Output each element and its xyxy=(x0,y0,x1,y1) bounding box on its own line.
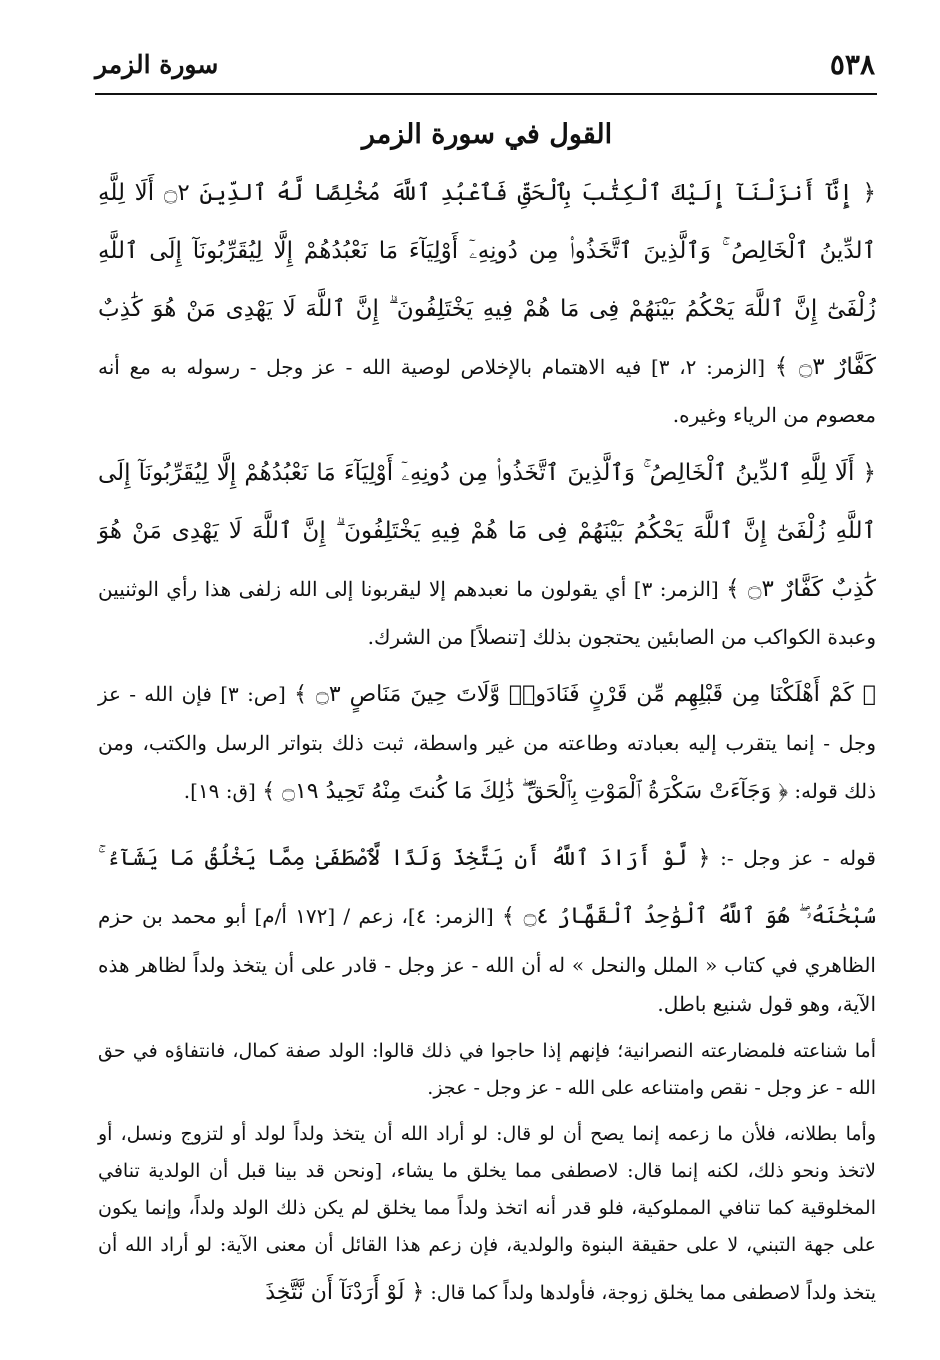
paragraph-4 xyxy=(98,830,876,1024)
commentary-text: [الزمر: ٤]، زعم / [١٧٢ أ/م] أبو محمد بن حزم الظاهري في كتاب « الملل والنحل » له أن الله - عز وجل - قادر على أن يتخذ ولداً لظاهر هذه الآية، وهو قول شنيع باطل. xyxy=(98,904,876,1016)
paragraph-3 xyxy=(98,666,876,821)
commentary-text: وأما بطلانه، فلأن ما زعمه إنما يصح أن لو قال: لو أراد الله أن يتخذ ولداً لولد أو لتزوج ونسل، أو لاتخذ ونحو ذلك، لكنه إنما قال: لاصطفى مما يخلق ما يشاء، [ونحن قد بينا قبل أن الولدية تنافي المخلوقية كما تنافي المملوكية، فلو قدر أنه اتخذ ولداً مما يخلق لم يكن ذلك الولد ولداً، وإنما يكون على جهة التبني، لا على حقيقة البنوة والولدية، فإن زعم هذا القائل أن معنى الآية: لو أراد الله أن يتخذ ولداً لاصطفى مما يخلق زوجة، فأولدها ولداً كما قال: xyxy=(98,1123,876,1304)
running-title: سورة الزمر xyxy=(95,50,219,79)
quran-verse-2: ﴿ وَجَآءَتْ سَكْرَةُ ٱلْمَوْتِ بِٱلْحَقِّ ۖ ذَٰلِكَ مَا كُنتَ مِنْهُ تَحِيدُ ۝١٩ ﴾ xyxy=(262,779,788,804)
paragraph-2 xyxy=(98,444,876,657)
quran-verse: ﴿ لَوْ أَرَدْنَآ أَن نَّتَّخِذَ xyxy=(265,1280,425,1305)
paragraph-1 xyxy=(98,164,876,435)
header-divider xyxy=(95,93,877,95)
paragraph-6 xyxy=(98,1116,876,1322)
commentary-text: [ص: ٣] فإن الله - عز وجل - إنما يتقرب إليه بعبادته وطاعته من غير واسطة، ثبت ذلك بتواتر الرسل والكتب، ومن ذلك قوله: xyxy=(98,682,876,803)
page-body xyxy=(98,110,876,1331)
paragraph-5 xyxy=(98,1033,876,1107)
quran-verse: ﴿ لَّوْ أَرَادَ ٱللَّهُ أَن يَتَّخِذَ وَلَدًا لَّٱصْطَفَىٰ مِمَّا يَخْلُقُ مَا يَشَآءُ ۚ سُبْحَٰنَهُۥ ۖ هُوَ ٱللَّهُ ٱلْوَٰحِدُ ٱلْقَهَّارُ ۝٤ ﴾ xyxy=(98,846,877,929)
page-number: ٥٣٨ xyxy=(829,48,875,81)
commentary-text: [الزمر: ٢، ٣] فيه الاهتمام بالإخلاص لوصية الله - عز وجل - رسوله به مع أنه معصوم من الرياء وغيره. xyxy=(98,355,876,427)
commentary-text: [الزمر: ٣] أي يقولون ما نعبدهم إلا ليقربونا إلى الله زلفى هذا رأي الوثنيين وعبدة الكواكب من الصابئين يحتجون بذلك [تنصلاً] من الشرك. xyxy=(98,577,876,649)
chapter-title: القول في سورة الزمر xyxy=(361,119,613,150)
quran-verse: ﴿ كَمْ أَهْلَكْنَا مِن قَبْلِهِم مِّن قَرْنٍ فَنَادَوا۟ وَّلَاتَ حِينَ مَنَاصٍ ۝٣ ﴾ xyxy=(294,682,877,707)
lead-text: قوله - عز وجل -: xyxy=(710,846,876,870)
commentary-text: أما شناعته فلمضارعته النصرانية؛ فإنهم إذا حاجوا في ذلك قالوا: الولد صفة كمال، فانتفاؤه في حق الله - عز وجل - نقص وامتناعه على الله - عز وجل - عجز. xyxy=(98,1040,876,1099)
quran-verse: ﴿ إِنَّآ أَنزَلْنَآ إِلَيْكَ ٱلْكِتَٰبَ بِٱلْحَقِّ فَٱعْبُدِ ٱللَّهَ مُخْلِصًا لَّهُ ٱلدِّينَ ۝٢ أَلَا لِلَّهِ ٱلدِّينُ ٱلْخَالِصُ ۚ وَٱلَّذِينَ ٱتَّخَذُوا۟ مِن دُونِهِۦٓ أَوْلِيَآءَ مَا نَعْبُدُهُمْ إِلَّا لِيُقَرِّبُونَآ إِلَى ٱللَّهِ زُلْفَىٰٓ إِنَّ ٱللَّهَ يَحْكُمُ بَيْنَهُمْ فِى مَا هُمْ فِيهِ يَخْتَلِفُونَ ۗ إِنَّ ٱللَّهَ لَا يَهْدِى مَنْ هُوَ كَٰذِبٌ كَفَّارٌ ۝٣ ﴾ xyxy=(98,180,876,380)
page-header xyxy=(95,44,875,90)
quran-verse: ﴿ أَلَا لِلَّهِ ٱلدِّينُ ٱلْخَالِصُ ۚ وَٱلَّذِينَ ٱتَّخَذُوا۟ مِن دُونِهِۦٓ أَوْلِيَآءَ مَا نَعْبُدُهُمْ إِلَّا لِيُقَرِّبُونَآ إِلَى ٱللَّهِ زُلْفَىٰٓ إِنَّ ٱللَّهَ يَحْكُمُ بَيْنَهُمْ فِى مَا هُمْ فِيهِ يَخْتَلِفُونَ ۗ إِنَّ ٱللَّهَ لَا يَهْدِى مَنْ هُوَ كَٰذِبٌ كَفَّارٌ ۝٣ ﴾ xyxy=(98,460,876,602)
commentary-text-2: [ق: ١٩]. xyxy=(183,779,263,803)
